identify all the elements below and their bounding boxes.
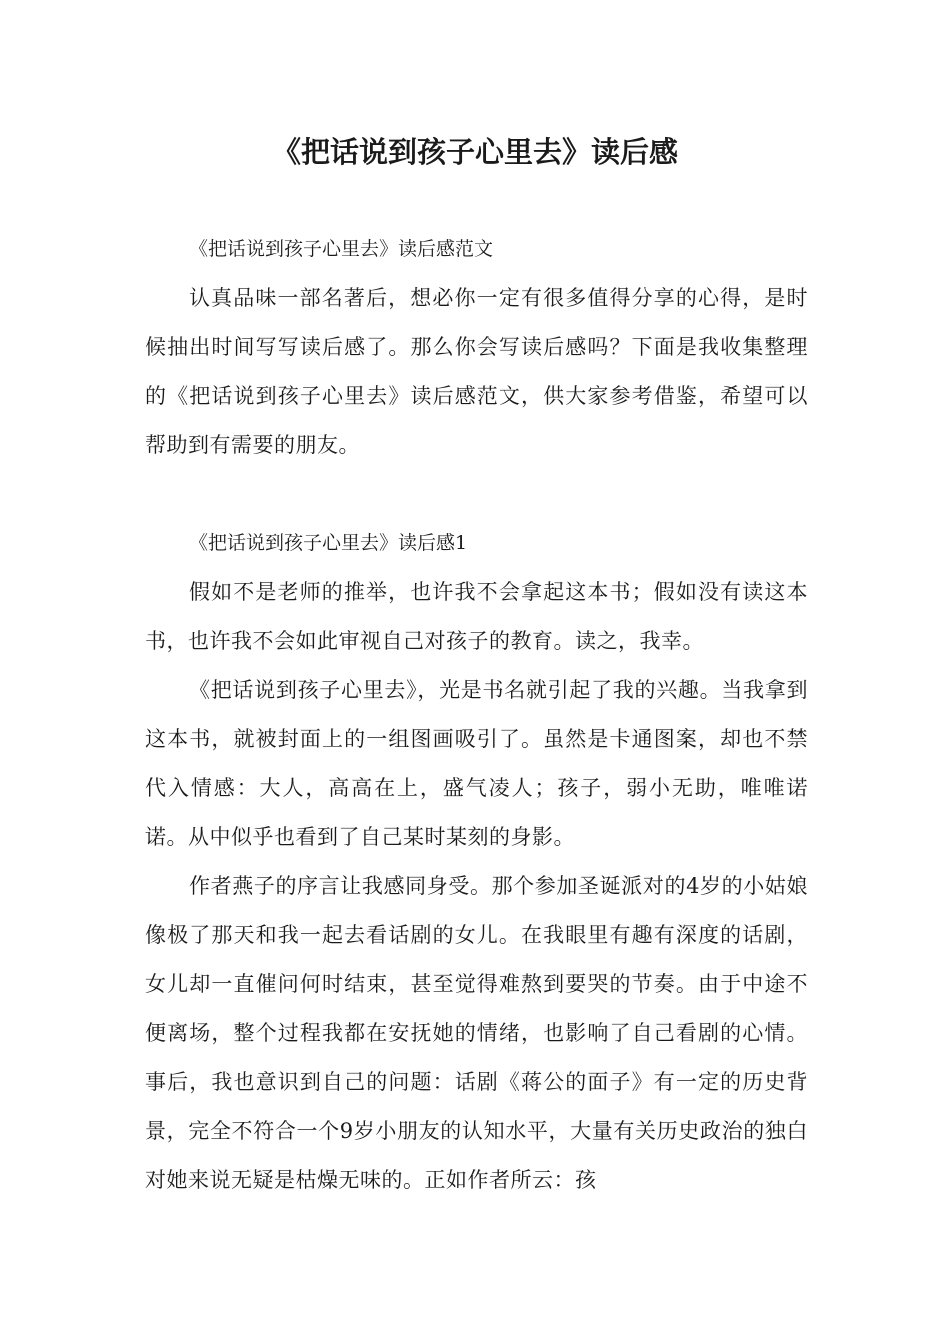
section1-paragraph-2: 《把话说到孩子心里去》，光是书名就引起了我的兴趣。当我拿到这本书，就被封面上的一组图画吸引了。虽然是卡通图案，却也不禁代入情感：大人，高高在上，盛气凌人；孩子，弱小无助，唯唯诺诺。从中似乎也看到了自己某时某刻的身影。 [145, 678, 808, 849]
intro-heading: 《把话说到孩子心里去》读后感范文 [189, 238, 494, 260]
section1-paragraph-3: 作者燕子的序言让我感同身受。那个参加圣诞派对的4岁的小姑娘像极了那天和我一起去看话剧的女儿。在我眼里有趣有深度的话剧，女儿却一直催问何时结束，甚至觉得难熬到要哭的节奏。由于中途不便离场，整个过程我都在安抚她的情绪，也影响了自己看剧的心情。事后，我也意识到自己的问题：话剧《蒋公的面子》有一定的历史背景，完全不符合一个9岁小朋友的认知水平，大量有关历史政治的独白对她来说无疑是枯燥无味的。正如作者所云：孩 [145, 874, 808, 1192]
section1-heading: 《把话说到孩子心里去》读后感1 [189, 532, 468, 554]
document-body [145, 225, 808, 1205]
section-spacer [145, 470, 808, 519]
document-title: 《把话说到孩子心里去》读后感 [271, 135, 678, 169]
section1-paragraph-1: 假如不是老师的推举，也许我不会拿起这本书；假如没有读这本书，也许我不会如此审视自己对孩子的教育。读之，我幸。 [145, 580, 808, 653]
intro-paragraph: 认真品味一部名著后，想必你一定有很多值得分享的心得，是时候抽出时间写写读后感了。那么你会写读后感吗？下面是我收集整理的《把话说到孩子心里去》读后感范文，供大家参考借鉴，希望可以帮助到有需要的朋友。 [145, 286, 808, 457]
